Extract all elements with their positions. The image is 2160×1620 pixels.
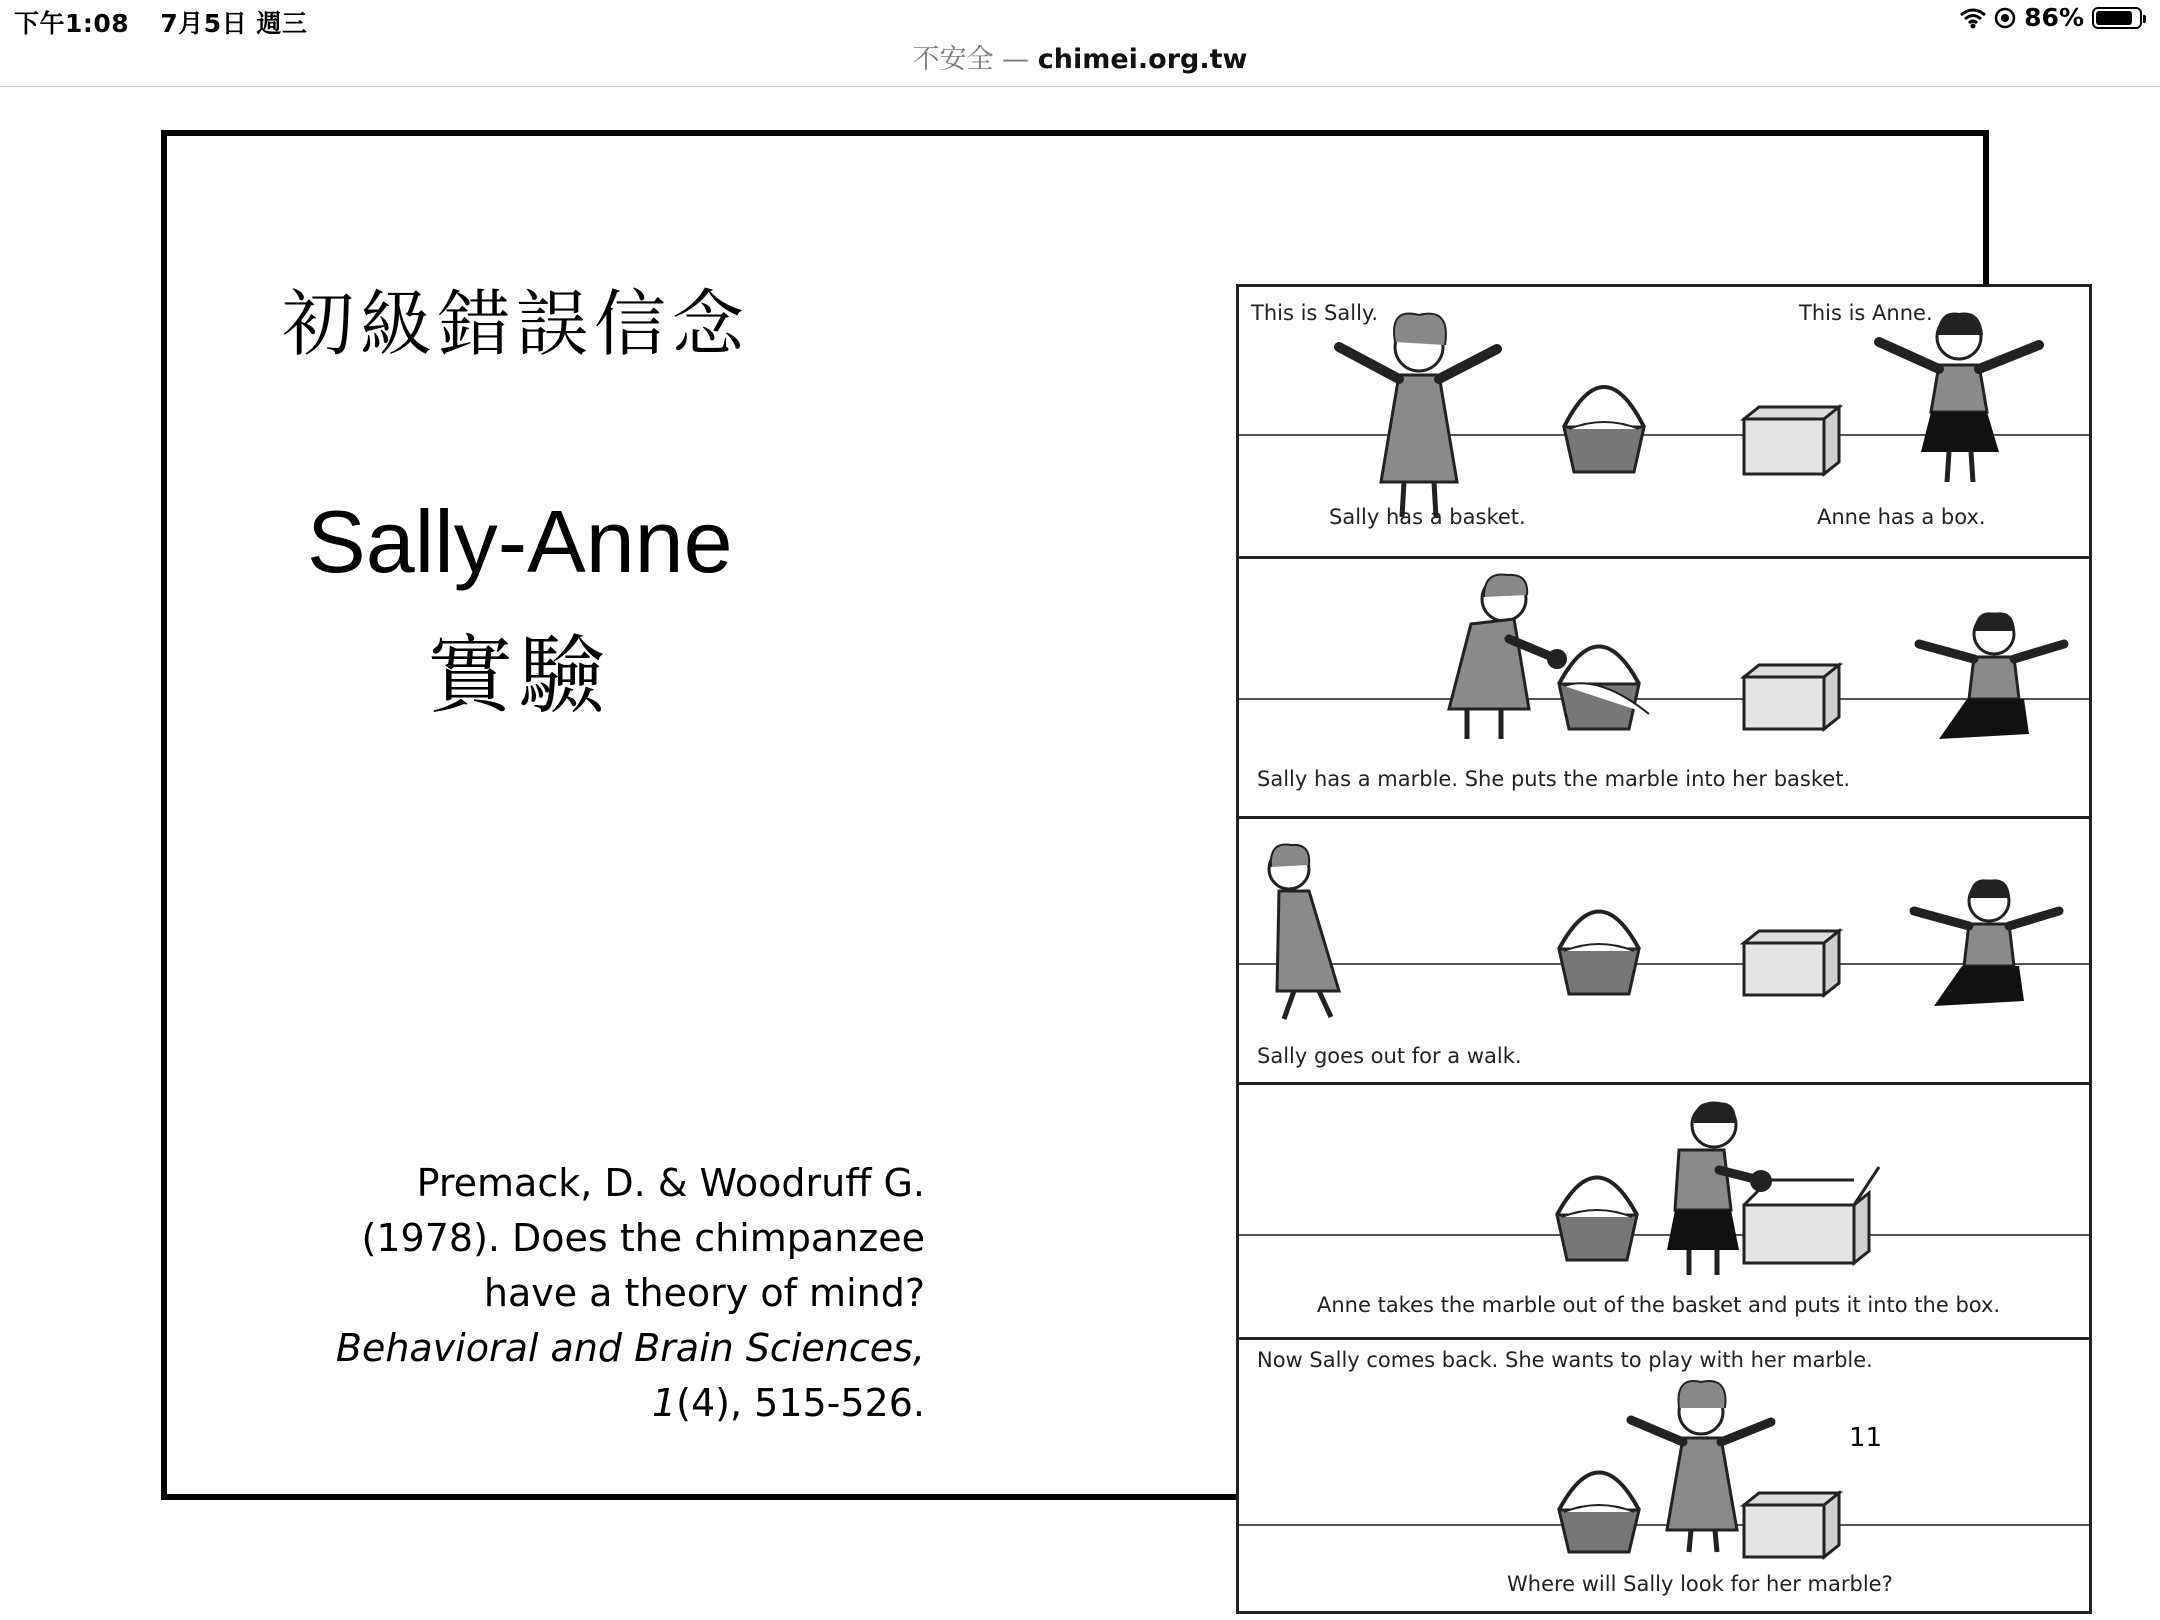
slide-title-chinese: 初級錯誤信念 <box>282 282 751 366</box>
caption-anne-has-box: Anne has a box. <box>1817 505 1986 529</box>
address-bar[interactable] <box>0 40 2160 87</box>
citation-journal: Behavioral and Brain Sciences, <box>335 1326 925 1370</box>
comic-panel-4 <box>1239 1085 2089 1340</box>
slide-title-english: Sally-Anne <box>307 492 733 591</box>
sally-anne-comic <box>1236 284 2092 1614</box>
citation-line-3: have a theory of mind? <box>483 1271 925 1315</box>
location-icon <box>1994 7 2016 29</box>
slide <box>161 130 2001 1596</box>
status-date: 7月5日 週三 <box>160 9 308 38</box>
panel-5-illustration <box>1239 1340 2089 1611</box>
caption-sally-goes-out: Sally goes out for a walk. <box>1257 1044 1522 1068</box>
wifi-icon <box>1960 7 1986 29</box>
comic-panel-5 <box>1239 1340 2089 1611</box>
caption-where-will-sally-look: Where will Sally look for her marble? <box>1507 1572 1893 1596</box>
caption-anne-moves-marble: Anne takes the marble out of the basket and puts it into the box. <box>1317 1293 2001 1317</box>
comic-panel-2 <box>1239 559 2089 819</box>
citation-pages: (4), 515-526. <box>676 1381 925 1425</box>
url-host: chimei.org.tw <box>1037 44 1248 75</box>
insecure-label: 不安全 — <box>912 44 1030 75</box>
status-time: 下午1:08 <box>14 9 130 38</box>
status-bar <box>0 0 2160 40</box>
battery-percent: 86% <box>2024 3 2084 32</box>
battery-icon <box>2092 7 2142 29</box>
label-this-is-sally: This is Sally. <box>1251 301 1379 325</box>
caption-sally-comes-back: Now Sally comes back. She wants to play with her marble. <box>1257 1348 1873 1372</box>
slide-title-experiment: 實驗 <box>427 626 611 726</box>
citation-volume: 1 <box>651 1381 677 1425</box>
citation <box>336 1156 925 1431</box>
citation-line-1: Premack, D. & Woodruff G. <box>416 1161 925 1205</box>
label-this-is-anne: This is Anne. <box>1799 301 1933 325</box>
caption-sally-puts-marble: Sally has a marble. She puts the marble into her basket. <box>1257 767 1851 791</box>
slide-page-number: 11 <box>1849 1423 1883 1453</box>
citation-line-2: (1978). Does the chimpanzee <box>361 1216 925 1260</box>
comic-panel-3 <box>1239 819 2089 1085</box>
caption-sally-has-basket: Sally has a basket. <box>1329 505 1526 529</box>
comic-panel-1 <box>1239 287 2089 559</box>
